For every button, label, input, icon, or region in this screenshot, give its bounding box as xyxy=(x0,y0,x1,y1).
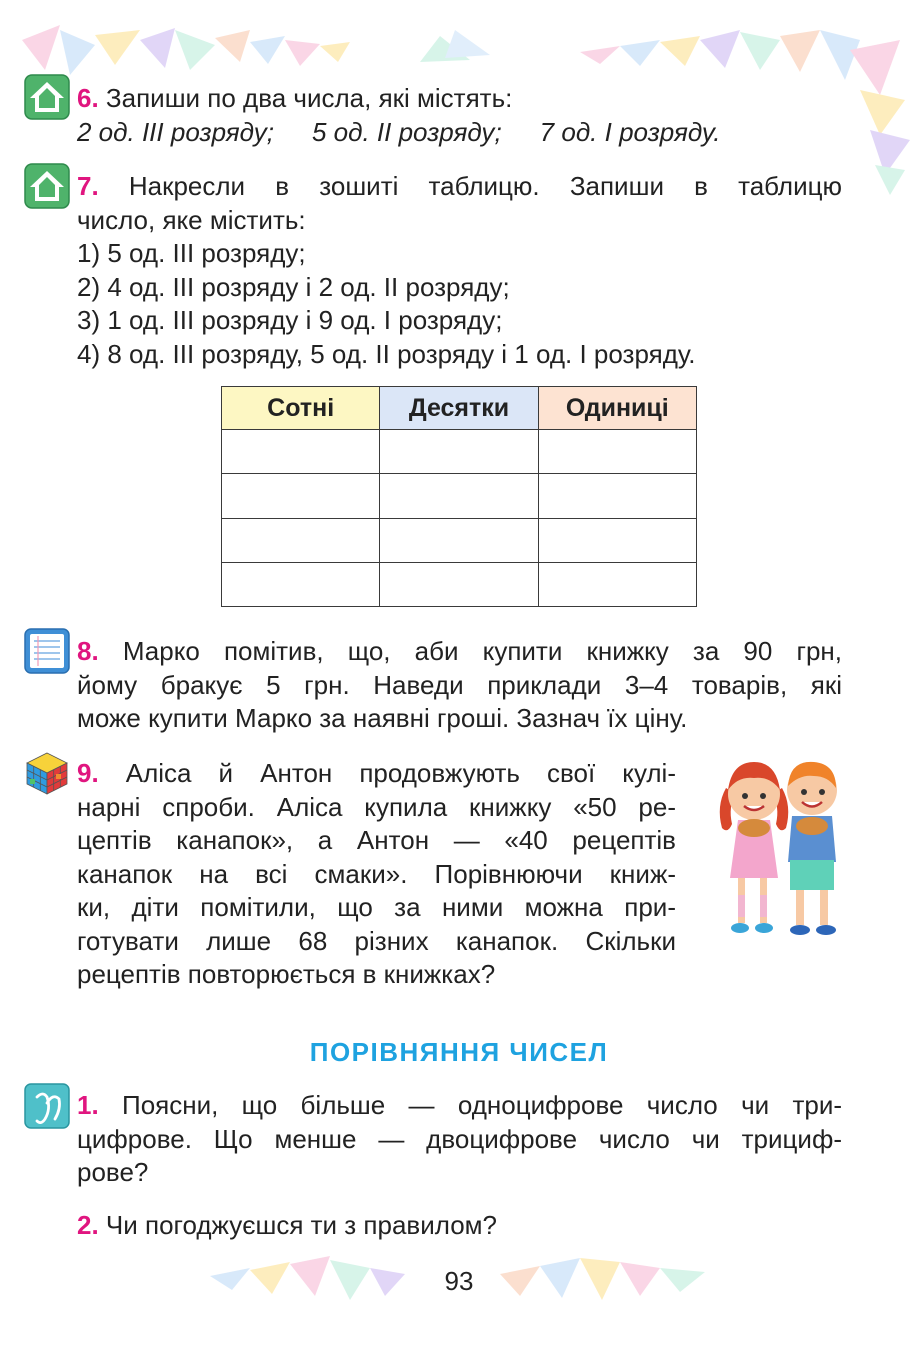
home-icon xyxy=(24,74,70,120)
task-8-line-3: може купити Марко за наявні гроші. Зазнач їх ціну. xyxy=(77,703,688,733)
home-icon xyxy=(24,163,70,209)
task-6 xyxy=(77,82,842,149)
task-number: 2. xyxy=(77,1210,99,1240)
table-cell xyxy=(222,518,380,562)
task-6-text: Запиши по два числа, які містять: xyxy=(105,83,513,113)
children-illustration xyxy=(712,760,847,940)
table-cell xyxy=(538,518,696,562)
task-7 xyxy=(77,170,842,371)
table-cell xyxy=(380,430,538,474)
section-task-2-text: Чи погоджуєшся ти з правилом? xyxy=(105,1210,498,1240)
table-cell xyxy=(222,562,380,606)
table-cell xyxy=(380,518,538,562)
section-task-1 xyxy=(77,1089,842,1190)
table-header-hundreds: Сотні xyxy=(222,387,380,430)
task-6-line-2 xyxy=(77,116,842,150)
task-9-line: готувати лише 68 різних канапок. Скільки xyxy=(77,925,676,956)
section-task-1-line-3: рове? xyxy=(77,1157,149,1187)
task-8-line-1 xyxy=(77,635,842,669)
task-9-line: нарні спроби. Аліса купила книжку «50 ре- xyxy=(77,791,676,822)
rubik-cube-icon xyxy=(24,750,70,796)
task-7-item: 2) 4 од. III розряду і 2 од. II розряду; xyxy=(77,271,510,302)
cursive-letter-icon xyxy=(24,1083,70,1129)
boy-figure xyxy=(787,762,837,935)
task-number: 1. xyxy=(77,1090,99,1120)
task-7-item: 4) 8 од. III розряду, 5 од. II розряду і 1 од. I розряду. xyxy=(77,338,696,369)
table-cell xyxy=(222,430,380,474)
table-cell xyxy=(222,474,380,518)
task-7-item: 1) 5 од. III розряду; xyxy=(77,238,306,268)
task-7-line-2: число, яке містить: xyxy=(77,204,306,235)
section-task-1-line-1 xyxy=(77,1089,842,1123)
task-8-text: Марко помітив, що, аби купити книжку за 90 грн, xyxy=(122,636,842,666)
section-task-1-text: Поясни, що більше — одноцифрове число чи три- xyxy=(122,1090,843,1120)
section-task-1-line-2: цифрове. Що менше — двоцифрове число чи трициф- xyxy=(77,1123,842,1154)
table-cell xyxy=(538,562,696,606)
task-9-line: цептів канапок», а Антон — «40 рецептів xyxy=(77,825,676,855)
task-9 xyxy=(77,757,676,992)
table-row xyxy=(222,518,697,562)
girl-figure xyxy=(720,762,789,933)
task-6-item: 5 од. II розряду xyxy=(311,116,495,147)
task-7-text: Накресли в зошиті таблицю. Запиши в таблицю xyxy=(128,171,842,201)
table-header-tens: Десятки xyxy=(380,387,538,430)
table-row xyxy=(222,474,697,518)
page-number: 93 xyxy=(444,1266,474,1296)
task-9-line: канапок на всі смаки». Порівнюючи книж- xyxy=(77,858,676,889)
task-number: 8. xyxy=(77,636,99,666)
task-9-line xyxy=(77,757,676,791)
task-8 xyxy=(77,635,842,736)
task-number: 6. xyxy=(77,83,99,113)
task-6-item: 2 од. III розряду xyxy=(77,116,267,147)
table-header-units: Одиниці xyxy=(538,387,696,430)
table-row xyxy=(222,430,697,474)
task-6-item: 7 од. I розряду xyxy=(539,116,714,147)
section-title: ПОРІВНЯННЯ ЧИСЕЛ xyxy=(309,1037,609,1067)
task-number: 7. xyxy=(77,171,99,201)
section-task-2 xyxy=(77,1209,842,1243)
task-number: 9. xyxy=(77,758,99,788)
section-task-2-line xyxy=(77,1209,842,1243)
task-7-line-1 xyxy=(77,170,842,204)
task-8-line-2: йому бракує 5 грн. Наведи приклади 3–4 товарів, які xyxy=(77,669,842,700)
task-7-item: 3) 1 од. III розряду і 9 од. I розряду; xyxy=(77,305,503,335)
task-6-line-1 xyxy=(77,82,842,116)
table-cell xyxy=(380,562,538,606)
end-mark: . xyxy=(713,116,721,147)
task-9-text: Аліса й Антон продовжують свої кулі- xyxy=(125,758,676,788)
separator: ; xyxy=(266,116,274,147)
table-header-row xyxy=(222,387,697,430)
task-9-line: рецептів повторюється в книжках? xyxy=(77,959,496,989)
task-9-line: ки, діти помітили, що за ними можна при- xyxy=(77,892,676,922)
place-value-table xyxy=(221,386,697,607)
table-cell xyxy=(538,430,696,474)
table-cell xyxy=(380,474,538,518)
table-cell xyxy=(538,474,696,518)
table-row xyxy=(222,562,697,606)
notebook-icon xyxy=(24,628,70,674)
separator: ; xyxy=(494,116,502,147)
